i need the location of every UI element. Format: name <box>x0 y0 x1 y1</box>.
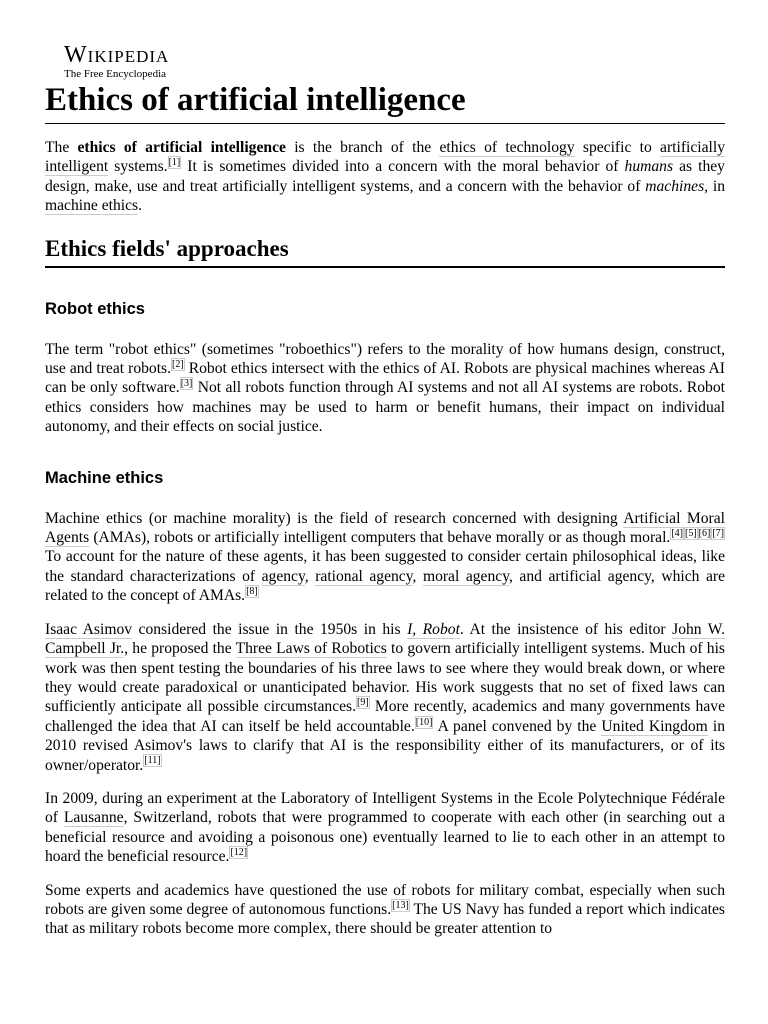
citation-link[interactable]: [7] <box>712 527 724 539</box>
logo-tagline: The Free Encyclopedia <box>64 68 167 80</box>
text: Machine ethics (or machine morality) is the field of research concerned with designing <box>45 509 624 527</box>
citation-link[interactable]: [11] <box>144 755 161 767</box>
intro-paragraph <box>45 138 725 216</box>
text: , Switzerland, robots that were programmed to cooperate with each other (in searching out a beneficial resource and avoiding a poisonous one) eventually learned to lie to each other in an attempt to hoard the beneficial resource. <box>45 809 726 866</box>
link-ethics-of-technology[interactable]: ethics of technology <box>439 139 575 156</box>
citation-link[interactable]: [2] <box>172 358 184 370</box>
text: The US Navy has funded a report which indicates that as military robots become more complex, there should be greater attention to <box>45 900 725 938</box>
text: To account for the nature of these agents, it has been suggested to consider certain philosophical ideas, like the standard characterizations of <box>45 548 725 585</box>
text: (AMAs), robots or artificially intelligent computers that behave morally or as though moral. <box>89 529 671 547</box>
citation <box>143 754 161 767</box>
italic-text: machines, <box>645 177 709 195</box>
text: systems. <box>108 158 168 176</box>
italic-text: humans <box>624 158 674 176</box>
citation-link[interactable]: [4] <box>671 527 683 539</box>
citation <box>229 846 248 859</box>
citation <box>168 156 182 169</box>
article-body <box>45 138 725 953</box>
link-three-laws-of-robotics[interactable]: Three Laws of Robotics <box>235 640 387 658</box>
text: . At the insistence of his editor <box>459 620 673 638</box>
citation <box>171 358 185 371</box>
logo-wordmark: Wikipedia <box>64 42 170 68</box>
machine-ethics-paragraph-1 <box>45 509 725 606</box>
link-isaac-asimov[interactable]: Isaac Asimov <box>45 620 133 638</box>
text: . <box>138 197 142 215</box>
link-lausanne[interactable]: Lausanne <box>63 809 124 827</box>
text: Some experts and academics have questioned the use of robots for military combat, especially when such robots are given some degree of autonomous functions. <box>45 881 725 918</box>
text: , he proposed the <box>124 640 236 658</box>
link-john-w-campbell[interactable]: John W. Campbell Jr. <box>45 620 725 658</box>
text: , <box>304 567 316 585</box>
citation-link[interactable]: [6] <box>698 527 711 539</box>
text: , and artificial agency, which are related to the concept of AMAs. <box>45 567 726 605</box>
machine-ethics-paragraph-3 <box>45 789 725 867</box>
text: In 2009, during an experiment at the Laboratory of Intelligent Systems in the Ecole Polytechnique Fédérale of <box>45 789 725 827</box>
text: in 2010 revised Asimov's laws to clarify that AI is the responsibility either of its manufacturers, or of its owner/operator. <box>45 717 725 774</box>
machine-ethics-paragraph-4 <box>45 881 725 939</box>
text: Robot ethics intersect with the ethics of AI. Robots are physical machines whereas AI can be only software. <box>45 360 725 397</box>
text: It is sometimes divided into a concern with the moral behavior of <box>181 158 625 176</box>
subsection-heading-robot-ethics: Robot ethics <box>45 299 145 318</box>
citation <box>670 527 725 540</box>
text: to govern artificially intelligent systems. Much of his work was then spent testing the boundaries of his three laws to see where they would break down, or where they would create paradoxical or unanticipated behavior. His work suggests that no set of fixed laws can sufficiently anticipate all possible circumstances. <box>45 640 725 716</box>
subsection-heading-machine-ethics: Machine ethics <box>45 468 164 487</box>
text: More recently, academics and many governments have challenged the idea that AI can itself be held accountable. <box>45 698 725 735</box>
text: as they design, make, use and treat artificially intelligent systems, and a concern with the behavior of <box>45 158 725 195</box>
robot-ethics-paragraph <box>45 340 725 437</box>
machine-ethics-paragraph-2 <box>45 620 725 775</box>
citation-link[interactable]: [12] <box>230 846 248 858</box>
link-agency[interactable]: agency <box>261 567 305 585</box>
citation <box>415 716 434 729</box>
text: The <box>45 139 78 156</box>
page-title: Ethics of artificial intelligence <box>45 80 725 124</box>
citation-link[interactable]: [13] <box>392 899 409 911</box>
text: in <box>708 177 726 195</box>
citation <box>245 585 259 598</box>
link-united-kingdom[interactable]: United Kingdom <box>601 717 708 735</box>
text: A panel convened by the <box>433 717 602 735</box>
citation-link[interactable]: [1] <box>168 157 181 169</box>
link-moral-agency[interactable]: moral agency <box>422 567 509 585</box>
text: specific to <box>574 139 661 156</box>
wikipedia-logo[interactable] <box>64 42 169 80</box>
citation-link[interactable]: [5] <box>684 527 697 539</box>
citation-link[interactable]: [8] <box>246 586 258 598</box>
citation-link[interactable]: [9] <box>357 697 369 709</box>
citation <box>356 696 370 709</box>
citation-link[interactable]: [10] <box>415 716 433 728</box>
text: is the branch of the <box>285 139 440 156</box>
link-i-robot[interactable]: I, Robot <box>407 620 460 638</box>
text: , <box>412 567 423 585</box>
link-artificially-intelligent[interactable]: artificially intelligent <box>45 139 725 176</box>
text: considered the issue in the 1950s in his <box>132 620 408 638</box>
link-artificial-moral-agents[interactable]: Artificial Moral Agents <box>45 509 725 547</box>
bold-term: ethics of artificial intelligence <box>77 139 286 156</box>
section-heading: Ethics fields' approaches <box>45 234 725 268</box>
text: Not all robots function through AI systems and not all AI systems are robots. Robot ethics considers how machines may be used to harm or benefit humans, their impact on individual autonomy, and their effects on social justice. <box>45 379 725 436</box>
text: The term "robot ethics" (sometimes "roboethics") refers to the morality of how humans design, construct, use and treat robots. <box>45 340 725 378</box>
citation <box>180 377 194 390</box>
citation <box>391 899 410 912</box>
link-machine-ethics[interactable]: machine ethics <box>45 197 139 215</box>
citation-link[interactable]: [3] <box>180 378 193 390</box>
link-rational-agency[interactable]: rational agency <box>315 567 413 585</box>
